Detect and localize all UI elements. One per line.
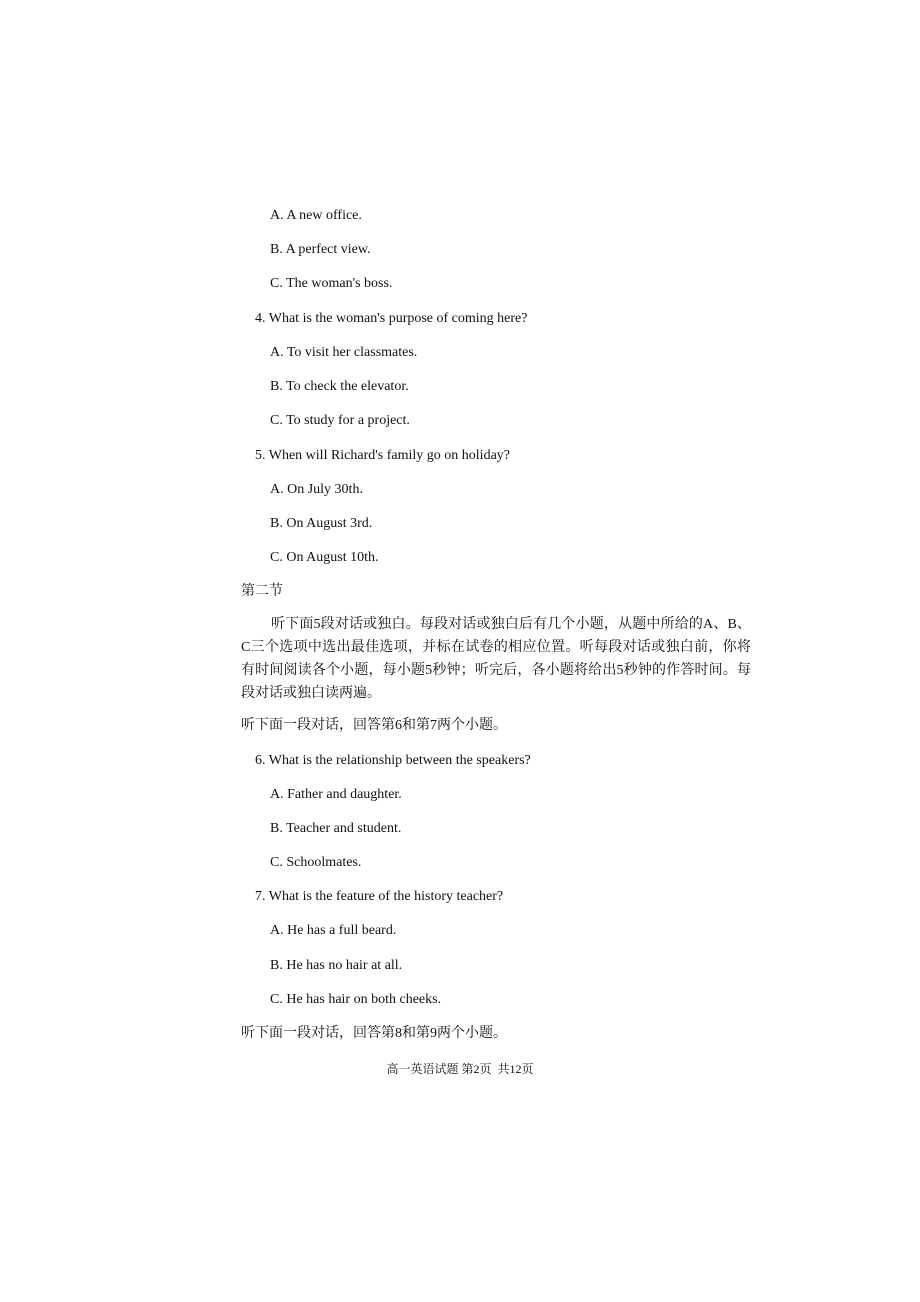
dialogue-prompt-8-9: 听下面一段对话，回答第8和第9两个小题。 bbox=[241, 1026, 507, 1041]
page-footer: 高一英语试题 第2页 共12页 bbox=[386, 1062, 534, 1076]
q6-option-a: A. Father and daughter. bbox=[270, 787, 402, 802]
dialogue-prompt-6-7: 听下面一段对话，回答第6和第7两个小题。 bbox=[241, 718, 507, 733]
q7-option-a: A. He has a full beard. bbox=[270, 923, 397, 938]
q7-option-b: B. He has no hair at all. bbox=[270, 958, 403, 973]
q4-option-b: B. To check the elevator. bbox=[270, 379, 409, 394]
q4-option-a: A. To visit her classmates. bbox=[270, 345, 418, 360]
q5-stem: 5. When will Richard's family go on holiday? bbox=[255, 448, 510, 463]
q6-stem: 6. What is the relationship between the speakers? bbox=[255, 753, 531, 768]
q6-option-c: C. Schoolmates. bbox=[270, 855, 362, 870]
q3-option-a: A. A new office. bbox=[270, 208, 362, 223]
q3-option-c: C. The woman's boss. bbox=[270, 276, 393, 291]
section-instructions: 听下面5段对话或独白。每段对话或独白后有几个小题，从题中所给的A、B、C三个选项中选出最佳选项，并标在试卷的相应位置。听每段对话或独白前，你将有时间阅读各个小题，每小题5秒钟；听完后，各小题将给出5秒钟的作答时间。每段对话或独白读两遍。 bbox=[241, 617, 751, 701]
q5-option-b: B. On August 3rd. bbox=[270, 516, 373, 531]
q3-option-b: B. A perfect view. bbox=[270, 242, 371, 257]
section-heading: 第二节 bbox=[241, 584, 283, 599]
q7-stem: 7. What is the feature of the history teacher? bbox=[255, 889, 504, 904]
q6-option-b: B. Teacher and student. bbox=[270, 821, 402, 836]
q5-option-a: A. On July 30th. bbox=[270, 482, 363, 497]
q4-stem: 4. What is the woman's purpose of coming here? bbox=[255, 311, 528, 326]
q4-option-c: C. To study for a project. bbox=[270, 413, 410, 428]
q5-option-c: C. On August 10th. bbox=[270, 550, 379, 565]
q7-option-c: C. He has hair on both cheeks. bbox=[270, 992, 442, 1007]
